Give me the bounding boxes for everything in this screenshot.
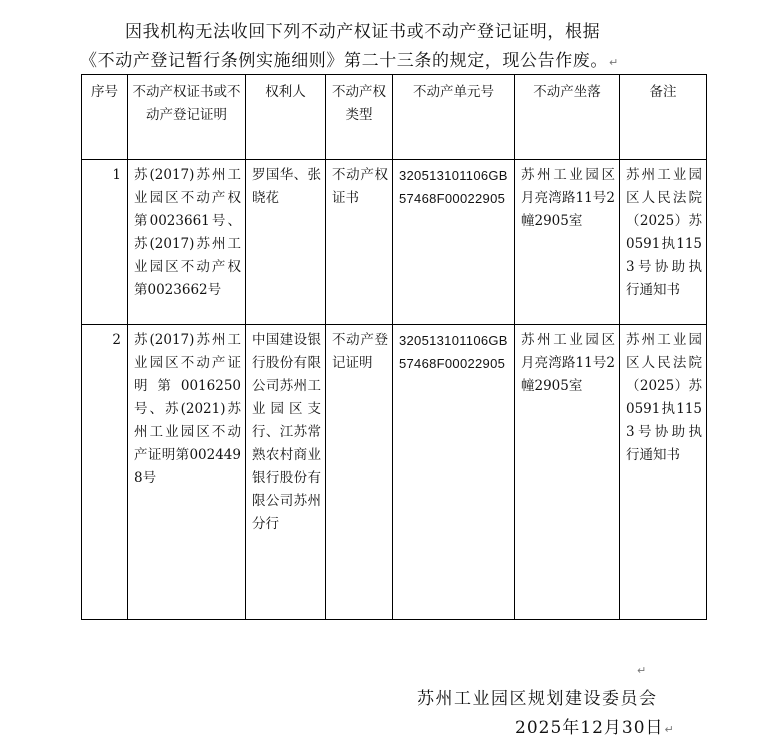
cell-type: 不动产权证书 bbox=[326, 160, 393, 325]
table-row bbox=[82, 325, 707, 620]
cell-type: 不动产登记证明 bbox=[326, 325, 393, 620]
paragraph-mark-icon: ↵ bbox=[637, 664, 647, 677]
paragraph-mark-icon: ↵ bbox=[664, 723, 675, 736]
header-location: 不动产坐落 bbox=[515, 75, 620, 160]
intro-line-1: 因我机构无法收回下列不动产权证书或不动产登记证明，根据 bbox=[125, 22, 601, 42]
cell-unit-no: 320513101106GB57468F00022905 bbox=[393, 325, 515, 620]
cell-seq: 1 bbox=[82, 160, 128, 325]
intro-paragraph bbox=[80, 18, 720, 77]
cell-remark: 苏州工业园区人民法院（2025）苏0591执1153号协助执行通知书 bbox=[620, 160, 707, 325]
paragraph-mark-icon: ↵ bbox=[609, 56, 619, 69]
header-holder: 权利人 bbox=[246, 75, 326, 160]
cell-remark: 苏州工业园区人民法院（2025）苏0591执1153号协助执行通知书 bbox=[620, 325, 707, 620]
issuer-signature: 苏州工业园区规划建设委员会 bbox=[417, 689, 658, 709]
issue-date: 2025年12月30日↵ bbox=[515, 718, 675, 738]
cell-certificate: 苏(2017)苏州工业园区不动产权第0023661号、苏(2017)苏州工业园区不动产权第0023662号 bbox=[128, 160, 246, 325]
void-certificate-table bbox=[81, 74, 707, 620]
cell-unit-no: 320513101106GB57468F00022905 bbox=[393, 160, 515, 325]
header-certificate: 不动产权证书或不动产登记证明 bbox=[128, 75, 246, 160]
intro-line-2: 《不动产登记暂行条例实施细则》第二十三条的规定，现公告作废。 bbox=[80, 51, 608, 71]
header-type: 不动产权类型 bbox=[326, 75, 393, 160]
table-header-row bbox=[82, 75, 707, 160]
cell-location: 苏州工业园区月亮湾路11号2幢2905室 bbox=[515, 325, 620, 620]
cell-location: 苏州工业园区月亮湾路11号2幢2905室 bbox=[515, 160, 620, 325]
header-seq: 序号 bbox=[82, 75, 128, 160]
header-remark: 备注 bbox=[620, 75, 707, 160]
cell-seq: 2 bbox=[82, 325, 128, 620]
cell-holder: 中国建设银行股份有限公司苏州工业园区支行、江苏常熟农村商业银行股份有限公司苏州分行 bbox=[246, 325, 326, 620]
cell-holder: 罗国华、张晓花 bbox=[246, 160, 326, 325]
table-row bbox=[82, 160, 707, 325]
header-unit-no: 不动产单元号 bbox=[393, 75, 515, 160]
cell-certificate: 苏(2017)苏州工业园区不动产证明第0016250号、苏(2021)苏州工业园区不动产证明第0024498号 bbox=[128, 325, 246, 620]
